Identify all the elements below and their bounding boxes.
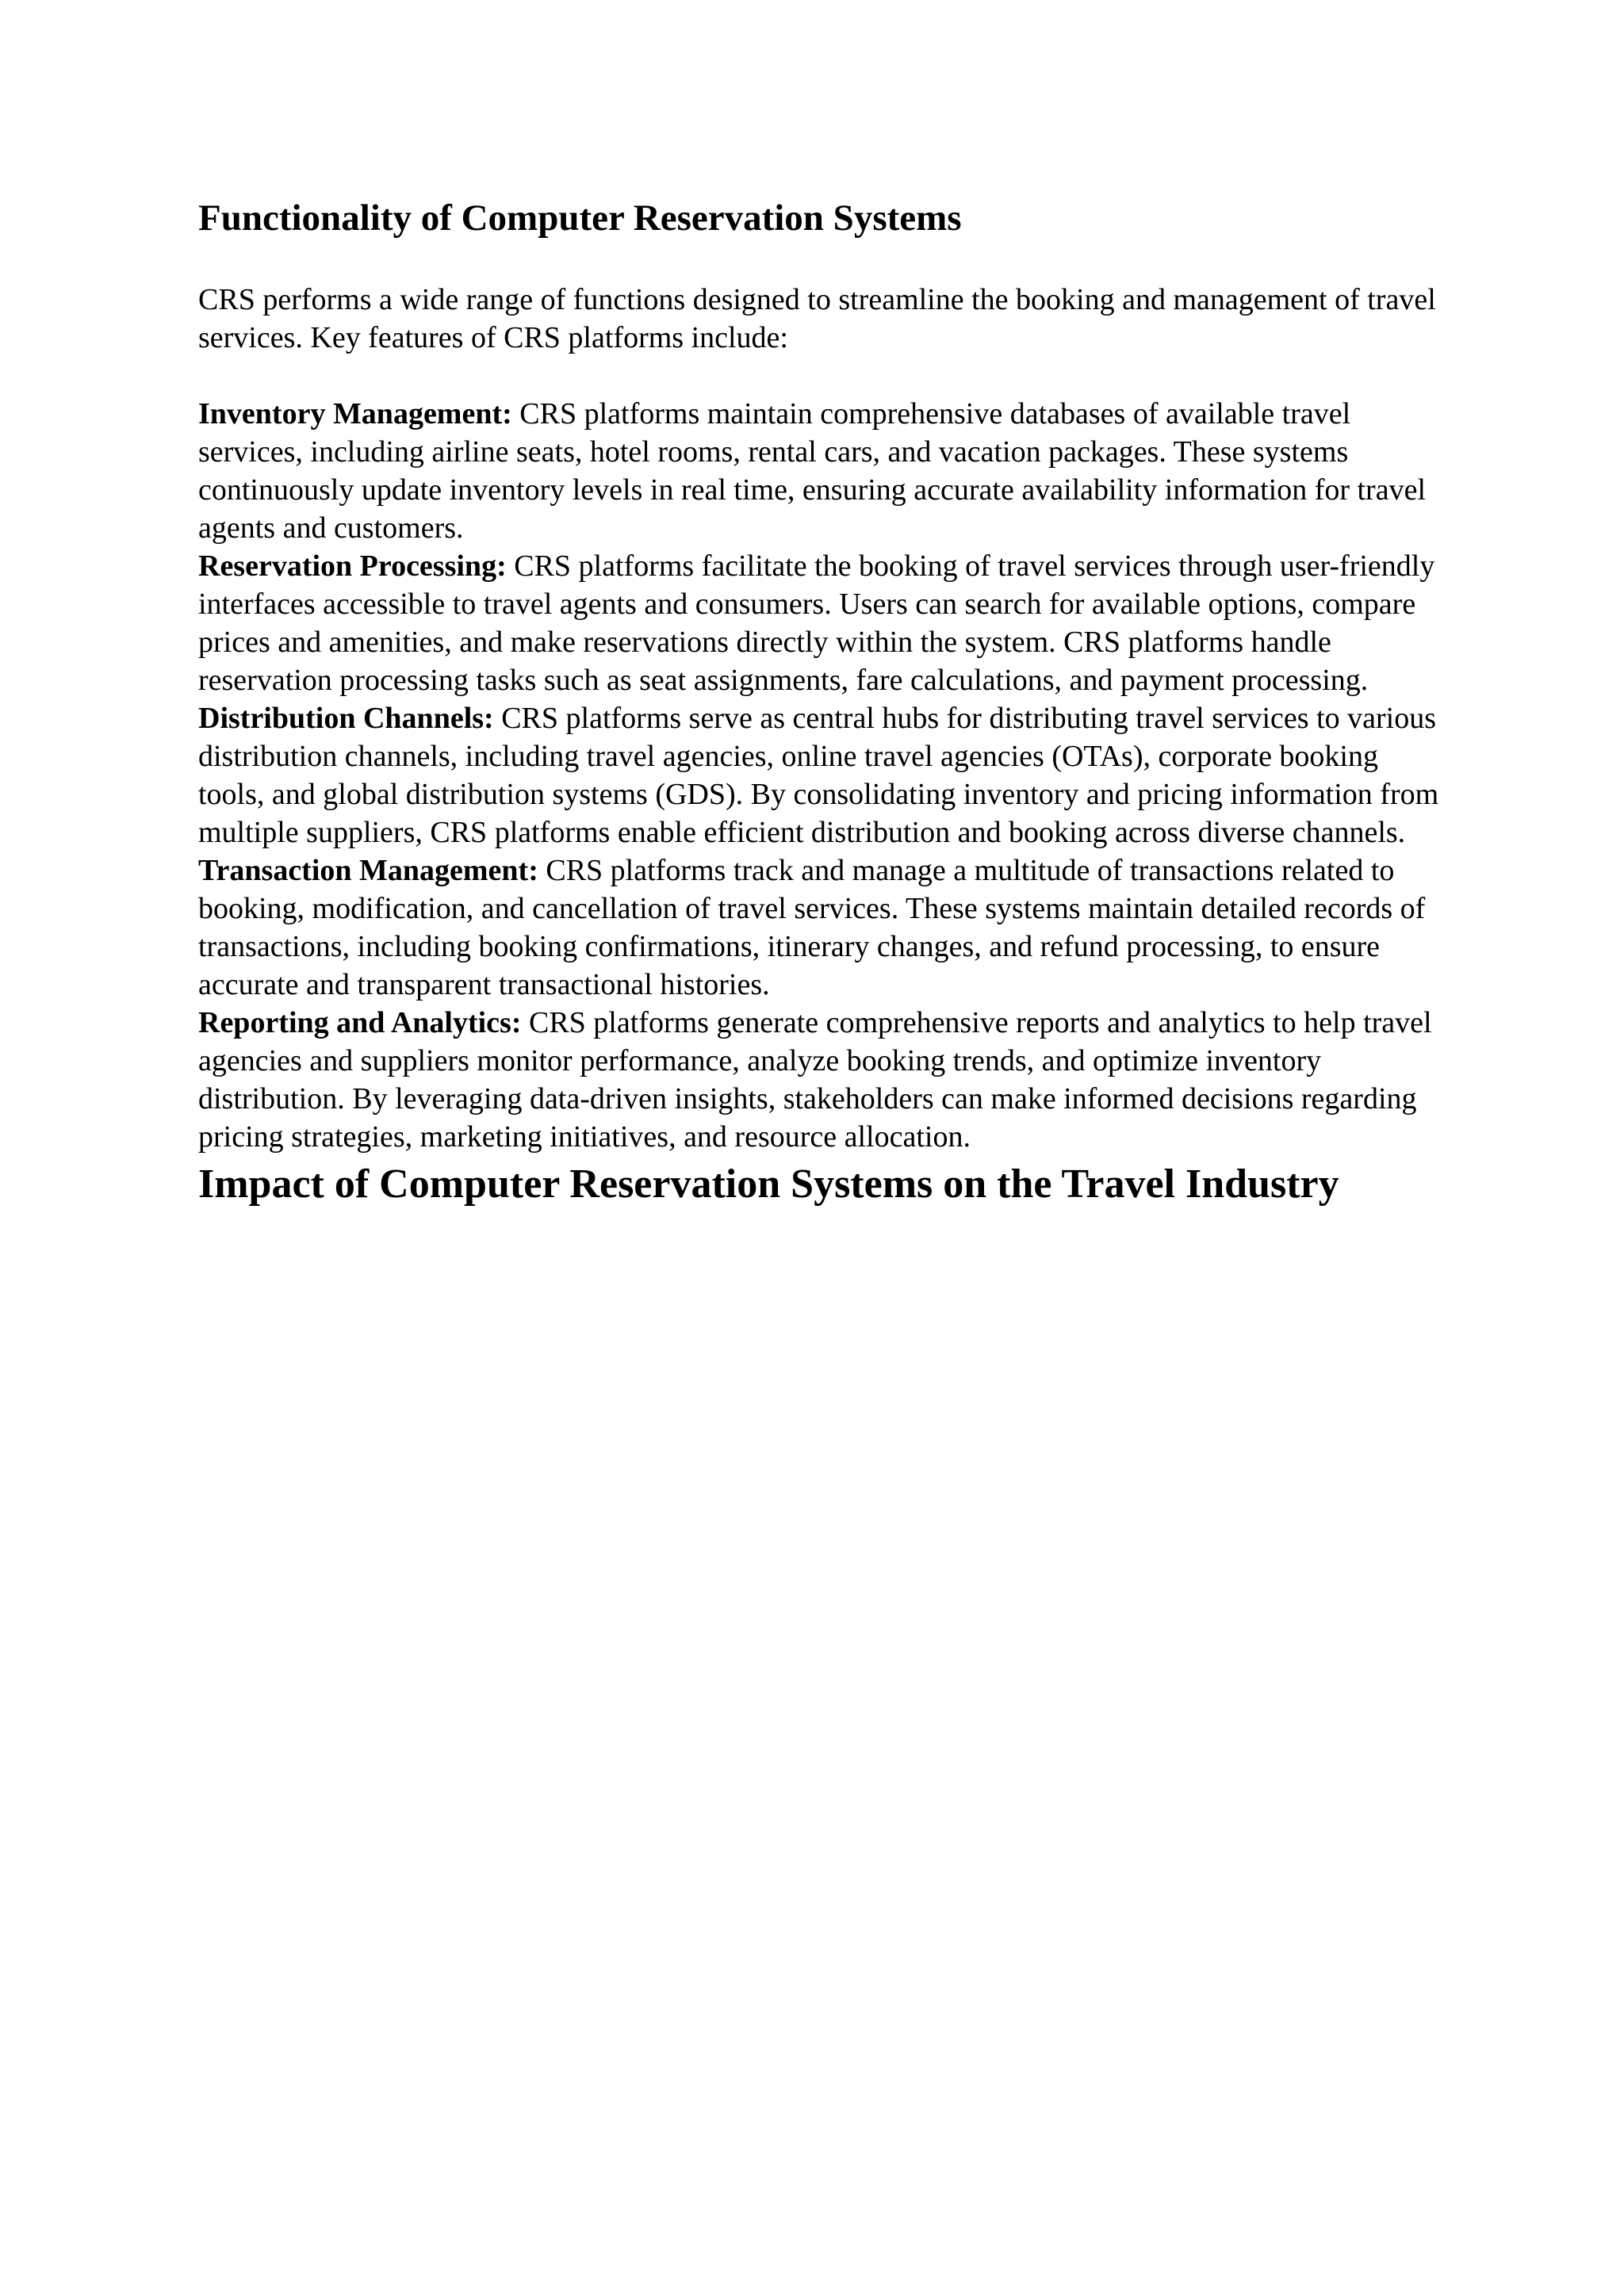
feature-text: CRS platforms track and manage a multitude of transactions related to booking, modification, and cancellation of travel services. These systems maintain detailed records of transactions, including booking confirmations, itinerary changes, and refund processing, to ensure accurate and transparent transactional histories.	[198, 854, 1426, 1002]
feature-term: Inventory Management:	[198, 397, 512, 431]
feature-term: Transaction Management:	[198, 854, 538, 888]
feature-paragraph-reservation	[198, 547, 1451, 699]
section-heading-functionality: Functionality of Computer Reservation Systems	[198, 197, 962, 239]
feature-term: Reporting and Analytics:	[198, 1006, 522, 1040]
feature-text: CRS platforms generate comprehensive reports and analytics to help travel agencies and suppliers monitor performance, analyze booking trends, and optimize inventory distribution. By leveraging data-driven insights, stakeholders can make informed decisions regarding pricing strategies, marketing initiatives, and resource allocation.	[198, 1006, 1432, 1154]
feature-paragraph-reporting	[198, 1004, 1451, 1156]
section-heading-impact: Impact of Computer Reservation Systems on the Travel Industry	[198, 1161, 1339, 1207]
intro-paragraph: CRS performs a wide range of functions designed to streamline the booking and management of travel services. Key features of CRS platforms include:	[198, 283, 1436, 355]
feature-term: Distribution Channels:	[198, 702, 494, 736]
feature-text: CRS platforms maintain comprehensive databases of available travel services, including airline seats, hotel rooms, rental cars, and vacation packages. These systems continuously update inventory levels in real time, ensuring accurate availability information for travel agents and customers.	[198, 397, 1426, 545]
feature-paragraph-inventory	[198, 395, 1451, 547]
feature-text: CRS platforms serve as central hubs for distributing travel services to various distribution channels, including travel agencies, online travel agencies (OTAs), corporate booking tools, and global distribution systems (GDS). By consolidating inventory and pricing information from multiple suppliers, CRS platforms enable efficient distribution and booking across diverse channels.	[198, 702, 1439, 850]
feature-paragraph-transaction	[198, 851, 1451, 1004]
feature-term: Reservation Processing:	[198, 549, 507, 584]
document-page	[198, 197, 1451, 1208]
feature-paragraph-distribution	[198, 699, 1451, 851]
feature-text: CRS platforms facilitate the booking of travel services through user-friendly interfaces accessible to travel agents and consumers. Users can search for available options, compare prices and amenities, and make reservations directly within the system. CRS platforms handle reservation processing tasks such as seat assignments, fare calculations, and payment processing.	[198, 549, 1435, 698]
